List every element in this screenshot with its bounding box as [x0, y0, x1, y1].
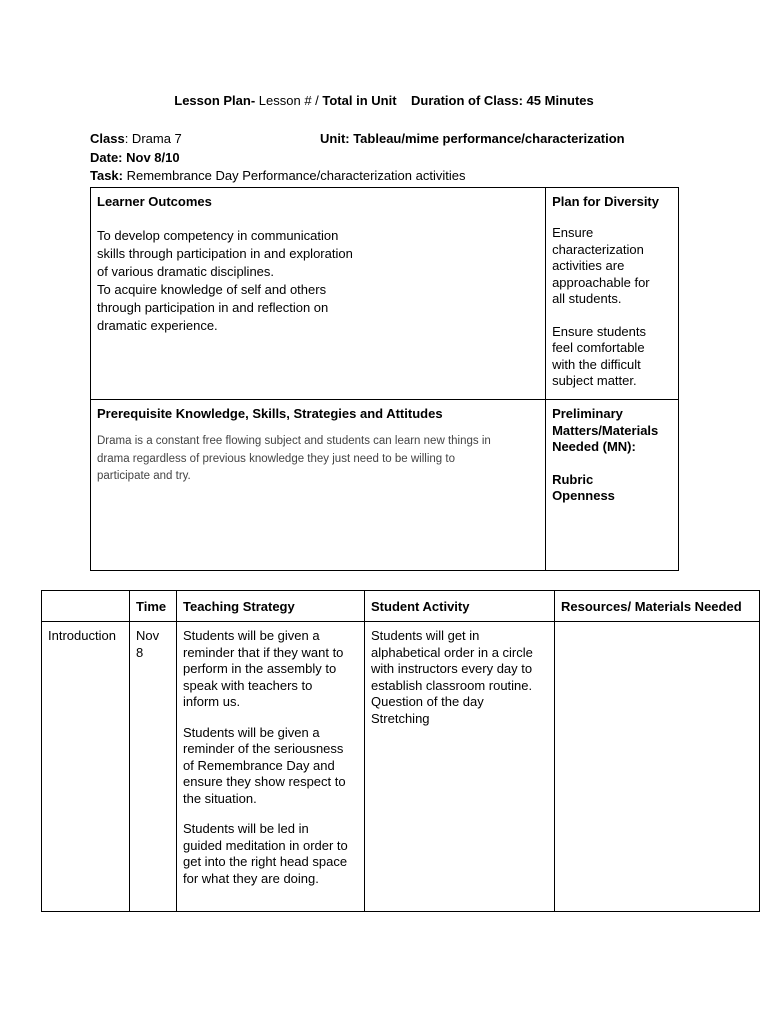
table-row — [42, 622, 760, 912]
header-phase — [42, 591, 130, 622]
prerequisite-cell — [91, 400, 546, 571]
unit-line: Unit: Tableau/mime performance/characterization — [320, 131, 625, 146]
schedule-header-row — [42, 591, 760, 622]
time-cell: Nov 8 — [130, 622, 177, 912]
plan-for-diversity-heading: Plan for Diversity — [552, 194, 659, 209]
preliminary-matters-cell — [546, 400, 679, 571]
strategy-paragraph: Students will be given a reminder that if they want to perform in the assembly to speak with teachers to inform us. — [183, 628, 344, 709]
task-line: Task: Remembrance Day Performance/characterization activities — [90, 168, 466, 183]
lesson-overview-table — [90, 187, 679, 571]
class-line: Class: Drama 7 — [90, 131, 182, 146]
diversity-paragraph: Ensure characterization activities are approachable for all students. — [552, 225, 650, 306]
prerequisite-text: Drama is a constant free flowing subject and students can learn new things in drama regardless of previous knowledge they just need to be willing to participate and try. — [97, 435, 491, 482]
strategy-paragraph: Students will be led in guided meditation in order to get into the right head space for what they are doing. — [183, 821, 348, 886]
outcome-paragraph: To develop competency in communication skills through participation in and exploration of various dramatic disciplines. — [97, 228, 353, 279]
learner-outcomes-cell — [91, 188, 546, 400]
header-student-activity: Student Activity — [365, 591, 555, 622]
student-activity-cell: Students will get in alphabetical order in a circle with instructors every day to establish classroom routine. Question of the day Stretching — [365, 622, 555, 912]
date-line: Date: Nov 8/10 — [90, 150, 180, 165]
header-resources: Resources/ Materials Needed — [555, 591, 760, 622]
resources-cell — [555, 622, 760, 912]
diversity-paragraph: Ensure students feel comfortable with the difficult subject matter. — [552, 323, 647, 388]
header-teaching-strategy: Teaching Strategy — [177, 591, 365, 622]
learner-outcomes-heading: Learner Outcomes — [97, 194, 212, 209]
page-title: Lesson Plan- Lesson # / Total in Unit Duration of Class: 45 Minutes — [174, 93, 594, 108]
prerequisite-heading: Prerequisite Knowledge, Skills, Strategies and Attitudes — [97, 406, 443, 421]
preliminary-items: Rubric Openness — [552, 471, 615, 503]
teaching-strategy-cell — [177, 622, 365, 912]
preliminary-heading: Preliminary Matters/Materials Needed (MN): — [552, 406, 659, 454]
schedule-table — [41, 590, 760, 912]
header-time: Time — [130, 591, 177, 622]
outcome-paragraph: To acquire knowledge of self and others through participation in and reflection on dramatic experience. — [97, 282, 329, 333]
phase-cell: Introduction — [42, 622, 130, 912]
plan-for-diversity-cell — [546, 188, 679, 400]
strategy-paragraph: Students will be given a reminder of the seriousness of Remembrance Day and ensure they show respect to the situation. — [183, 724, 346, 806]
